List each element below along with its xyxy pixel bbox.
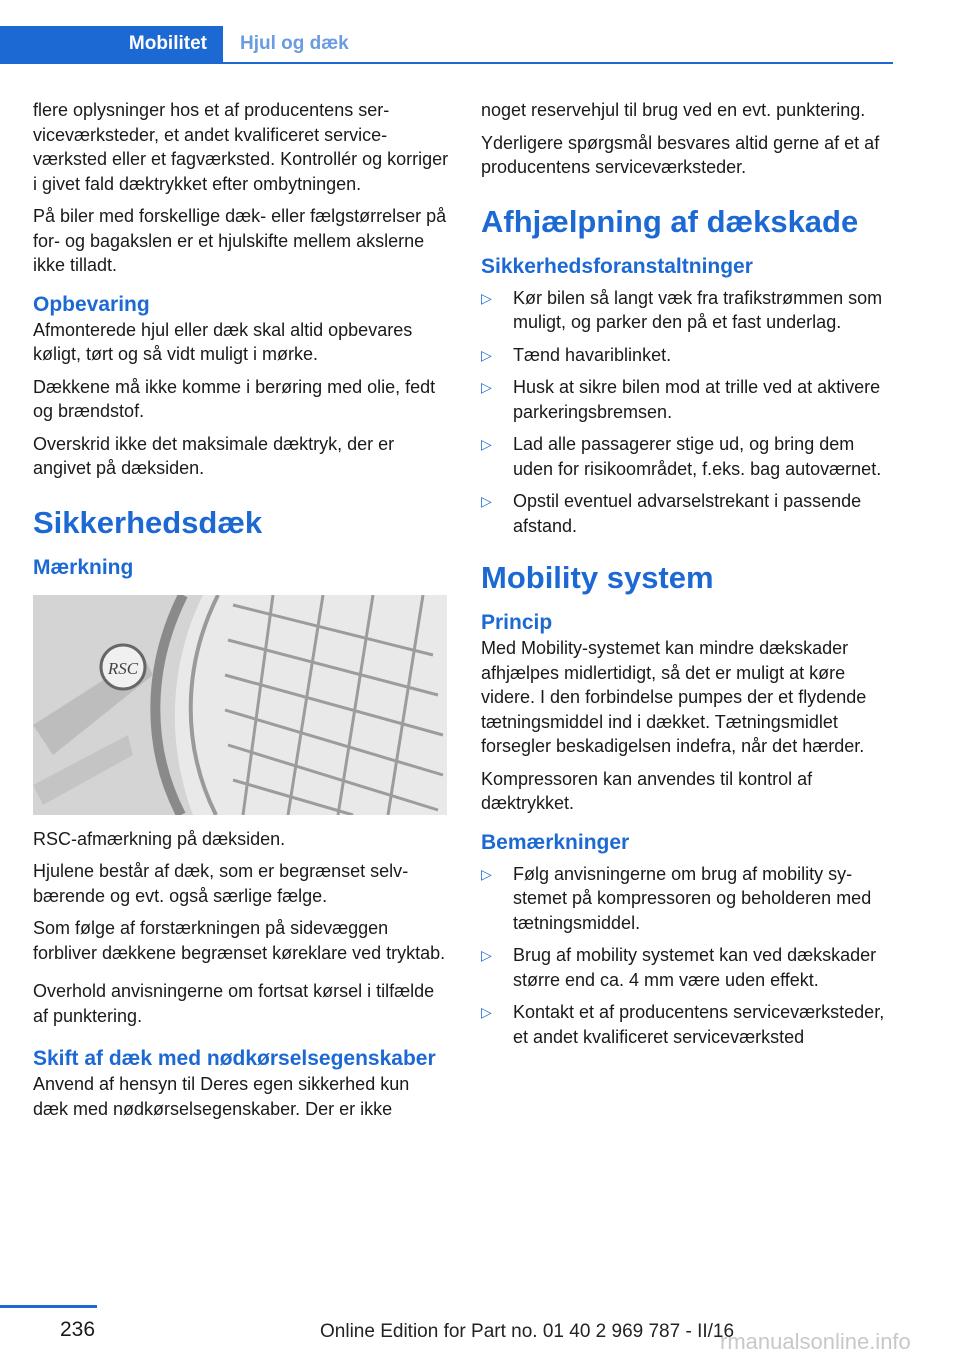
svg-text:RSC: RSC	[107, 658, 139, 678]
paragraph: Som følge af forstærkningen på sidevæggen forbliver dækkene begrænset køreklare ved tryktab.	[33, 918, 446, 963]
list-item: ▷ Kontakt et af producentens serviceværksteder, et andet kvalificeret serviceværksted	[481, 1002, 885, 1047]
paragraph: Kompressoren kan anvendes til kontrol af dæktrykket.	[481, 768, 813, 813]
triangle-bullet-icon: ▷	[481, 947, 492, 963]
paragraph: Hjulene består af dæk, som er begrænset selvbærende og evt. også særlige fælge.	[33, 861, 409, 906]
edition-text: Online Edition for Part no. 01 40 2 969 787 - II/16	[320, 1321, 735, 1342]
right-column	[481, 98, 896, 1057]
paragraph: Overskrid ikke det maksimale dæktryk, der er angivet på dæksiden.	[33, 433, 395, 478]
watermark: rmanualsonline.info	[720, 1329, 911, 1354]
paragraph: noget reservehjul til brug ved en evt. punktering.	[481, 100, 866, 120]
paragraph: Overhold anvisningerne om fortsat kørsel i tilfælde af punktering.	[33, 981, 435, 1026]
footer-accent-line	[0, 1305, 97, 1308]
list-item: ▷ Husk at sikre bilen mod at trille ved at aktivere parkeringsbremsen.	[481, 377, 881, 422]
heading-skift-af-daek: Skift af dæk med nødkørselsegenskaber	[33, 1047, 436, 1070]
paragraph: Yderligere spørgsmål besvares altid gerne af et af producentens serviceværksteder.	[481, 132, 880, 177]
triangle-bullet-icon: ▷	[481, 379, 492, 395]
tire-rsc-image	[33, 595, 447, 815]
triangle-bullet-icon: ▷	[481, 1004, 492, 1020]
list-item: ▷ Tænd havariblinket.	[481, 343, 896, 368]
paragraph: På biler med forskellige dæk- eller fælgstørrelser på for- og bagakslen er et hjulskifte mellem akslerne ikke tilladt.	[33, 206, 447, 275]
heading-princip: Princip	[481, 611, 553, 634]
paragraph: Dækkene må ikke komme i berøring med olie, fedt og brændstof.	[33, 376, 436, 421]
image-caption: RSC-afmærkning på dæksiden.	[33, 828, 286, 849]
heading-sikkerhedsdaek: Sikkerhedsdæk	[33, 504, 263, 540]
paragraph: Med Mobility-systemet kan mindre dækskader afhjælpes midlertidigt, så det er muligt at køre videre. I den forbindelse pumpes der et flydende tætningsmiddel ind i dækket. Tætningsmidlet forsegler beskadigelsen indefra, når det hærder.	[481, 638, 867, 756]
heading-bemaerkninger: Bemærkninger	[481, 830, 630, 854]
heading-sikkerhedsforanstaltninger: Sikkerhedsforanstaltninger	[481, 254, 753, 278]
header-tabbar	[0, 26, 893, 64]
triangle-bullet-icon: ▷	[481, 346, 492, 363]
list-item: ▷ Opstil eventuel advarselstrekant i passende afstand.	[481, 491, 862, 536]
triangle-bullet-icon: ▷	[481, 865, 492, 882]
heading-maerkning: Mærkning	[33, 555, 134, 579]
heading-afhjaelpning: Afhjælpning af dækskade	[481, 203, 859, 239]
left-column	[33, 98, 449, 1129]
tab-mobilitet[interactable]: Mobilitet	[0, 26, 223, 62]
paragraph: Anvend af hensyn til Deres egen sikkerhed kun dæk med nødkørselsegenskaber. Der er ikke	[33, 1074, 410, 1119]
list-item: ▷ Kør bilen så langt væk fra trafikstrømmen som muligt, og parker den på et fast underlag.	[481, 287, 883, 332]
list-item: ▷ Brug af mobility systemet kan ved dækskader større end ca. 4 mm være uden effekt.	[481, 945, 877, 990]
tab-hjul-og-daek[interactable]: Hjul og dæk	[240, 33, 349, 54]
heading-opbevaring: Opbevaring	[33, 292, 150, 316]
triangle-bullet-icon: ▷	[481, 289, 492, 306]
safety-list	[481, 286, 896, 539]
paragraph: Afmonterede hjul eller dæk skal altid opbevares køligt, tørt og så vidt muligt i mørke.	[33, 319, 413, 364]
list-item: ▷ Følg anvisningerne om brug af mobility systemet på kompressoren og beholderen med tætningsmiddel.	[481, 863, 872, 933]
triangle-bullet-icon: ▷	[481, 436, 492, 452]
paragraph: flere oplysninger hos et af producentens serviceværksteder, et andet kvalificeret serviceværksted eller et fagværksted. Kontrollér og korriger i givet fald dæktrykket efter ombytningen.	[33, 100, 449, 194]
list-item: ▷ Lad alle passagerer stige ud, og bring dem uden for risikoområdet, f.eks. bag autoværnet.	[481, 434, 882, 479]
page-number: 236	[60, 1318, 96, 1341]
triangle-bullet-icon: ▷	[481, 493, 492, 509]
notes-list	[481, 862, 896, 1050]
heading-mobility-system: Mobility system	[481, 560, 714, 595]
